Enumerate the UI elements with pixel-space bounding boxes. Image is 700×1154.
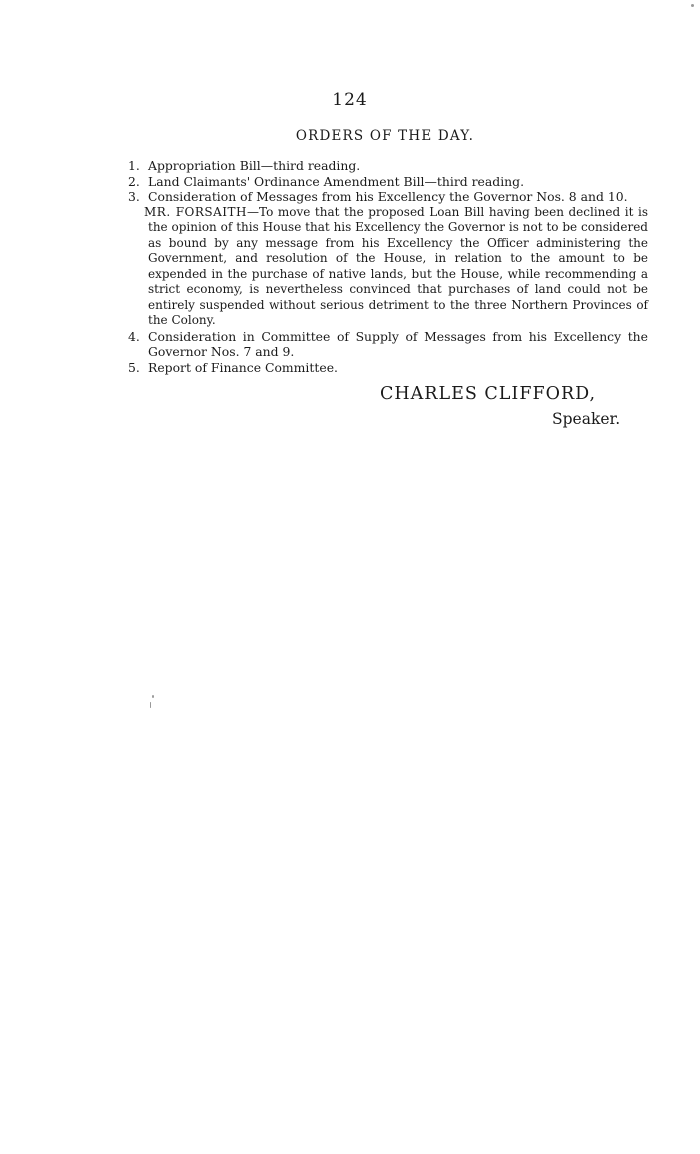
signature-title: Speaker. bbox=[552, 410, 621, 428]
orders-list bbox=[128, 158, 648, 375]
motion-mover: MR. FORSAITH bbox=[144, 204, 247, 219]
motion-text: —To move that the proposed Loan Bill having been declined it is the opinion of this House that his Excellency the Governor is not to be considered as bound by any message from his Excellency the Officer administering the Government, and resolution of the House, in relation to the amount to be expended in the purchase of native lands, but the House, while recommending a strict economy, is nevertheless convinced that purchases of land could not be entirely suspended without serious detriment to the three Northern Provinces of the Colony. bbox=[148, 204, 648, 327]
order-item bbox=[128, 158, 648, 174]
order-item bbox=[128, 174, 648, 190]
signature-name: CHARLES CLIFFORD, bbox=[380, 384, 597, 404]
order-number: 4. bbox=[128, 328, 140, 344]
scan-speck bbox=[150, 702, 151, 708]
order-text: Land Claimants' Ordinance Amendment Bill—third reading. bbox=[148, 173, 525, 189]
motion-paragraph bbox=[128, 205, 648, 329]
scan-speck bbox=[691, 4, 694, 7]
order-item bbox=[128, 189, 648, 205]
order-text: Consideration of Messages from his Excellency the Governor Nos. 8 and 10. bbox=[148, 189, 628, 204]
order-number: 5. bbox=[128, 359, 140, 375]
order-text: Report of Finance Committee. bbox=[148, 359, 338, 375]
order-number: 3. bbox=[128, 189, 140, 204]
scan-speck bbox=[152, 695, 154, 698]
page-number: 124 bbox=[332, 90, 368, 110]
order-item bbox=[128, 360, 648, 376]
order-number: 2. bbox=[128, 173, 140, 189]
order-text: Consideration in Committee of Supply of Messages from his Excellency the Governor Nos. 7 and 9. bbox=[148, 328, 648, 359]
order-item bbox=[128, 329, 648, 360]
order-number: 1. bbox=[128, 158, 140, 173]
page-heading: ORDERS OF THE DAY. bbox=[295, 128, 475, 144]
order-text: Appropriation Bill—third reading. bbox=[148, 158, 361, 173]
